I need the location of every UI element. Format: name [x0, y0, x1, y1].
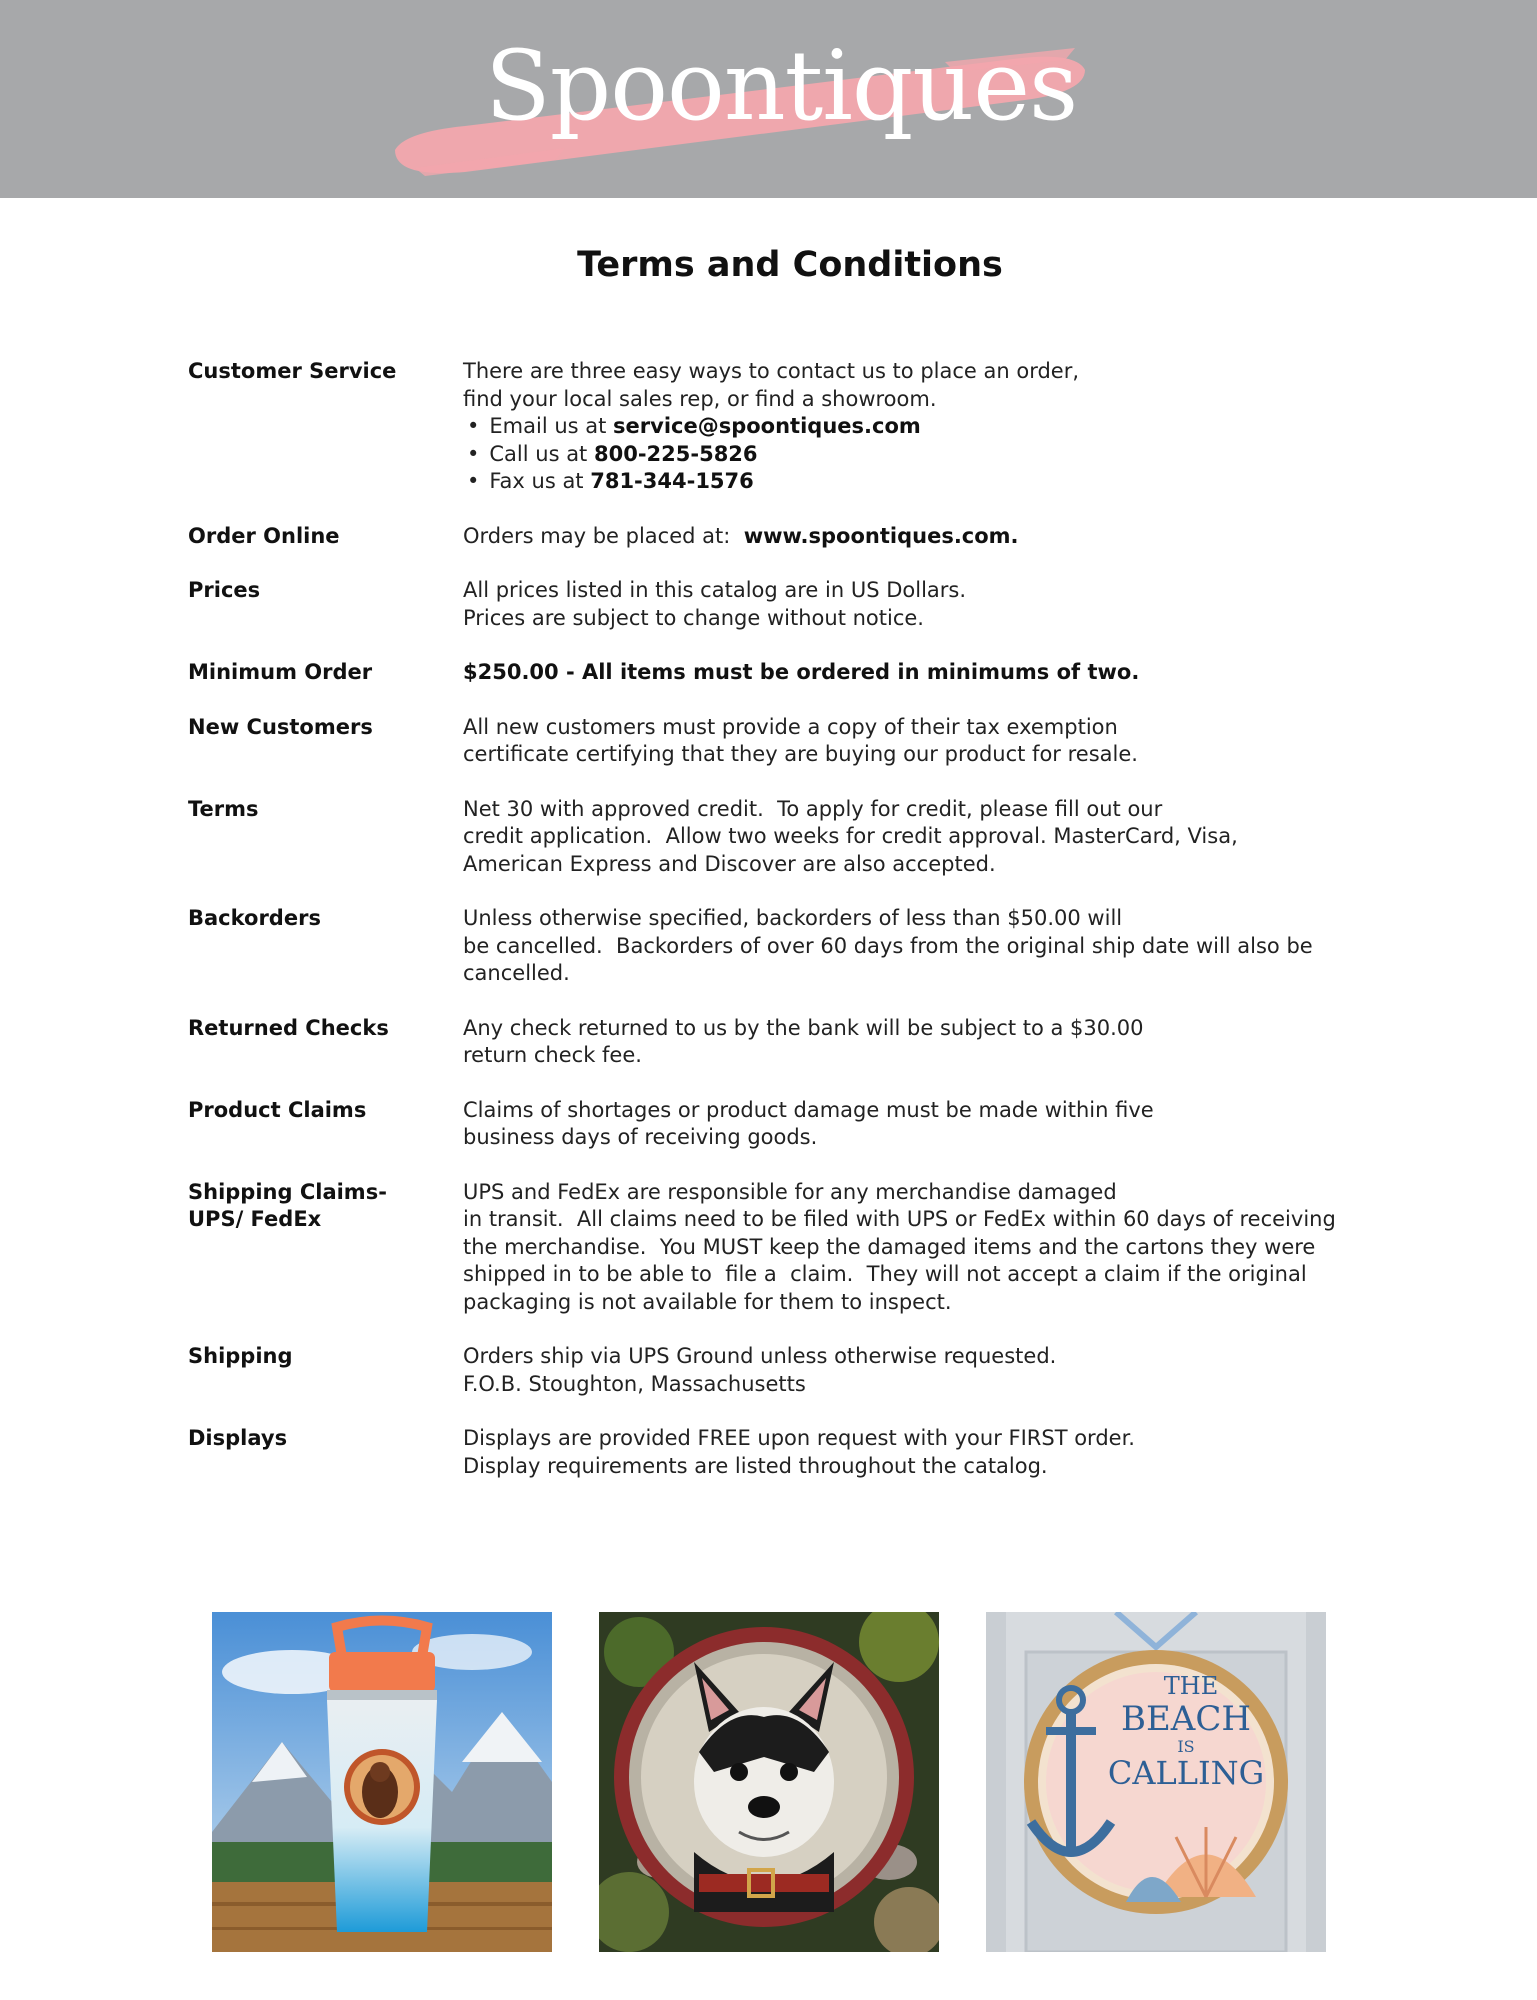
- term-label: Terms: [188, 796, 259, 821]
- term-body: [463, 796, 1388, 879]
- term-label: New Customers: [188, 714, 373, 739]
- term-label: Prices: [188, 578, 261, 602]
- term-label: Order Online: [188, 523, 340, 548]
- term-shipping-claims: [188, 1179, 1388, 1317]
- term-text: credit application. Allow two weeks for credit approval. MasterCard, Visa,: [463, 824, 1238, 848]
- term-text: Orders ship via UPS Ground unless otherwise requested.: [463, 1344, 1057, 1368]
- tumbler-photo[interactable]: [212, 1612, 552, 1952]
- term-displays: [188, 1425, 1388, 1480]
- term-customer-service: [188, 358, 1388, 496]
- email-line: [463, 413, 1388, 441]
- term-label: Product Claims: [188, 1097, 367, 1122]
- product-photos: [0, 1612, 1537, 1952]
- term-body: [463, 1097, 1388, 1152]
- term-text: All prices listed in this catalog are in US Dollars.: [463, 578, 967, 602]
- term-label-line: Shipping Claims-: [188, 1179, 387, 1204]
- term-text: business days of receiving goods.: [463, 1125, 818, 1149]
- term-body: [463, 714, 1388, 769]
- email-prefix: Email us at: [489, 414, 614, 438]
- term-text: Displays are provided FREE upon request with your FIRST order.: [463, 1426, 1135, 1450]
- term-text: Net 30 with approved credit. To apply for credit, please fill out our: [463, 796, 1163, 821]
- term-body: [463, 1425, 1388, 1480]
- term-body: [463, 577, 1388, 632]
- term-label: Displays: [188, 1426, 288, 1450]
- term-text: Orders may be placed at:: [463, 523, 744, 548]
- term-body: [463, 1343, 1388, 1398]
- logo-wordmark: Spoontiques: [485, 30, 1078, 142]
- fax-number: 781-344-1576: [590, 469, 754, 493]
- beach-sign-photo[interactable]: [986, 1612, 1326, 1952]
- term-label: Minimum Order: [188, 660, 373, 684]
- email-link[interactable]: service@spoontiques.com: [613, 414, 921, 438]
- tumbler-image: [212, 1612, 552, 1952]
- term-text: There are three easy ways to contact us to place an order,: [463, 359, 1080, 383]
- bulldog-stone-photo[interactable]: [599, 1612, 939, 1952]
- term-label: Returned Checks: [188, 1015, 389, 1040]
- website-link[interactable]: www.spoontiques.com.: [743, 523, 1019, 548]
- term-text: Unless otherwise specified, backorders of less than $50.00 will: [463, 906, 1123, 930]
- sign-line-4: CALLING: [1107, 1754, 1265, 1792]
- term-text: All new customers must provide a copy of their tax exemption: [463, 714, 1118, 739]
- term-text: UPS and FedEx are responsible for any merchandise damaged: [463, 1179, 1117, 1204]
- sign-line-2: BEACH: [1120, 1699, 1252, 1739]
- term-text: F.O.B. Stoughton, Massachusetts: [463, 1371, 806, 1396]
- term-text: Claims of shortages or product damage must be made within five: [463, 1097, 1154, 1122]
- term-order-online: [188, 523, 1388, 551]
- term-body: [463, 523, 1388, 551]
- term-text: find your local sales rep, or find a showroom.: [463, 386, 937, 411]
- term-text: return check fee.: [463, 1043, 642, 1067]
- term-text: packaging is not available for them to inspect.: [463, 1289, 952, 1314]
- term-text: shipped in to be able to file a claim. They will not accept a claim if the original: [463, 1262, 1307, 1286]
- brand-logo[interactable]: [385, 20, 1085, 190]
- term-text: cancelled.: [463, 961, 570, 985]
- term-text: Any check returned to us by the bank will be subject to a $30.00: [463, 1015, 1144, 1040]
- term-prices: [188, 577, 1388, 632]
- fax-prefix: Fax us at: [489, 469, 591, 493]
- terms-list: [188, 358, 1388, 1507]
- term-backorders: [188, 905, 1388, 988]
- sign-line-3: IS: [1177, 1737, 1195, 1756]
- term-body: [463, 1179, 1388, 1317]
- term-text: certificate certifying that they are buying our product for resale.: [463, 742, 1138, 766]
- term-label: Customer Service: [188, 359, 397, 383]
- term-product-claims: [188, 1097, 1388, 1152]
- term-body: [463, 659, 1388, 687]
- fax-line: [463, 468, 1388, 496]
- term-text: in transit. All claims need to be filed with UPS or FedEx within 60 days of receiving: [463, 1207, 1336, 1231]
- term-returned-checks: [188, 1015, 1388, 1070]
- header-band: [0, 0, 1537, 198]
- term-label: Backorders: [188, 906, 321, 930]
- term-minimum-order: [188, 659, 1388, 687]
- phone-number[interactable]: 800-225-5826: [593, 441, 758, 466]
- phone-line: [463, 441, 1388, 469]
- term-label: Shipping: [188, 1344, 293, 1368]
- term-text: Prices are subject to change without notice.: [463, 605, 924, 630]
- term-text: be cancelled. Backorders of over 60 days from the original ship date will also be: [463, 933, 1313, 958]
- phone-prefix: Call us at: [489, 441, 594, 466]
- term-label: [188, 1179, 463, 1317]
- page-title: Terms and Conditions: [577, 245, 1003, 285]
- term-body: [463, 905, 1388, 988]
- term-body: [463, 1015, 1388, 1070]
- term-label-line: UPS/ FedEx: [188, 1206, 322, 1231]
- term-shipping: [188, 1343, 1388, 1398]
- term-text: the merchandise. You MUST keep the damaged items and the cartons they were: [463, 1234, 1316, 1259]
- term-text: American Express and Discover are also accepted.: [463, 851, 996, 876]
- term-body: [463, 358, 1388, 496]
- term-terms: [188, 796, 1388, 879]
- term-text: Display requirements are listed throughout the catalog.: [463, 1453, 1048, 1478]
- term-new-customers: [188, 714, 1388, 769]
- sign-line-1: THE: [1163, 1672, 1219, 1700]
- bulldog-image: [599, 1612, 939, 1952]
- term-text: $250.00 - All items must be ordered in minimums of two.: [463, 660, 1140, 684]
- beach-sign-image: [986, 1612, 1326, 1952]
